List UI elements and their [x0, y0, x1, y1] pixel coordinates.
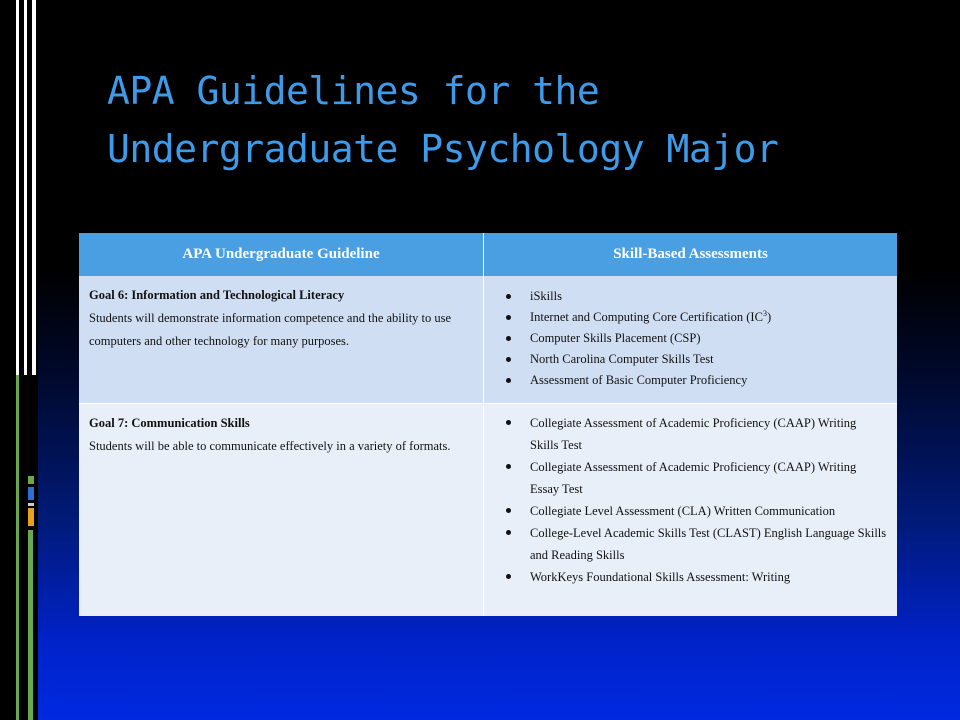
list-item	[494, 307, 887, 328]
decorative-orange-block	[28, 508, 34, 526]
goal-title: Goal 7: Communication Skills	[89, 416, 250, 430]
assessment-label: Internet and Computing Core Certification (IC	[530, 310, 763, 324]
assessment-label: College-Level Academic Skills Test (CLAST) English Language Skills and Reading Skills	[530, 526, 887, 562]
assessment-list	[494, 412, 887, 588]
goal-title: Goal 6: Information and Technological Literacy	[89, 288, 345, 302]
assessments-cell	[484, 276, 898, 404]
decorative-white-line	[24, 0, 27, 375]
list-item	[494, 412, 887, 456]
assessment-label: iSkills	[530, 289, 562, 303]
closing-paren: )	[766, 310, 772, 324]
assessment-label: Computer Skills Placement (CSP)	[530, 331, 701, 345]
assessments-cell	[484, 404, 898, 617]
table-header-row	[79, 233, 897, 276]
slide-title	[107, 62, 927, 178]
list-item	[494, 370, 887, 391]
decorative-gray-block	[28, 503, 34, 506]
assessment-label: Collegiate Assessment of Academic Proficiency (CAAP) Writing Skills Test	[530, 416, 857, 452]
decorative-white-line	[32, 0, 36, 375]
header-guideline: APA Undergraduate Guideline	[79, 233, 484, 276]
superscript: 3	[762, 308, 767, 318]
assessment-label: WorkKeys Foundational Skills Assessment: Writing	[530, 570, 791, 584]
list-item	[494, 566, 887, 588]
goal-description: Students will demonstrate information competence and the ability to use computers and other technology for many purposes.	[89, 311, 452, 348]
assessment-list	[494, 286, 887, 391]
list-item	[494, 500, 887, 522]
list-item	[494, 286, 887, 307]
decorative-blue-block	[28, 487, 34, 500]
assessment-label: Assessment of Basic Computer Proficiency	[530, 373, 748, 387]
guideline-cell	[79, 404, 484, 617]
assessment-label: Collegiate Level Assessment (CLA) Written Communication	[530, 504, 836, 518]
guidelines-table	[79, 233, 897, 616]
list-item	[494, 522, 887, 566]
list-item	[494, 328, 887, 349]
list-item	[494, 456, 887, 500]
slide-title-line2: Undergraduate Psychology Major	[107, 127, 779, 171]
header-assessments: Skill-Based Assessments	[484, 233, 898, 276]
assessment-label: Collegiate Assessment of Academic Proficiency (CAAP) Writing Essay Test	[530, 460, 857, 496]
decorative-white-line	[16, 0, 19, 375]
slide-title-line1: APA Guidelines for the	[107, 69, 600, 113]
table-row	[79, 404, 897, 617]
decorative-green-line	[28, 530, 33, 720]
assessment-label: North Carolina Computer Skills Test	[530, 352, 714, 366]
goal-description: Students will be able to communicate effectively in a variety of formats.	[89, 439, 451, 453]
decorative-green-block	[28, 476, 34, 484]
decorative-green-line	[16, 375, 19, 720]
list-item	[494, 349, 887, 370]
table-row	[79, 276, 897, 404]
guideline-cell	[79, 276, 484, 404]
